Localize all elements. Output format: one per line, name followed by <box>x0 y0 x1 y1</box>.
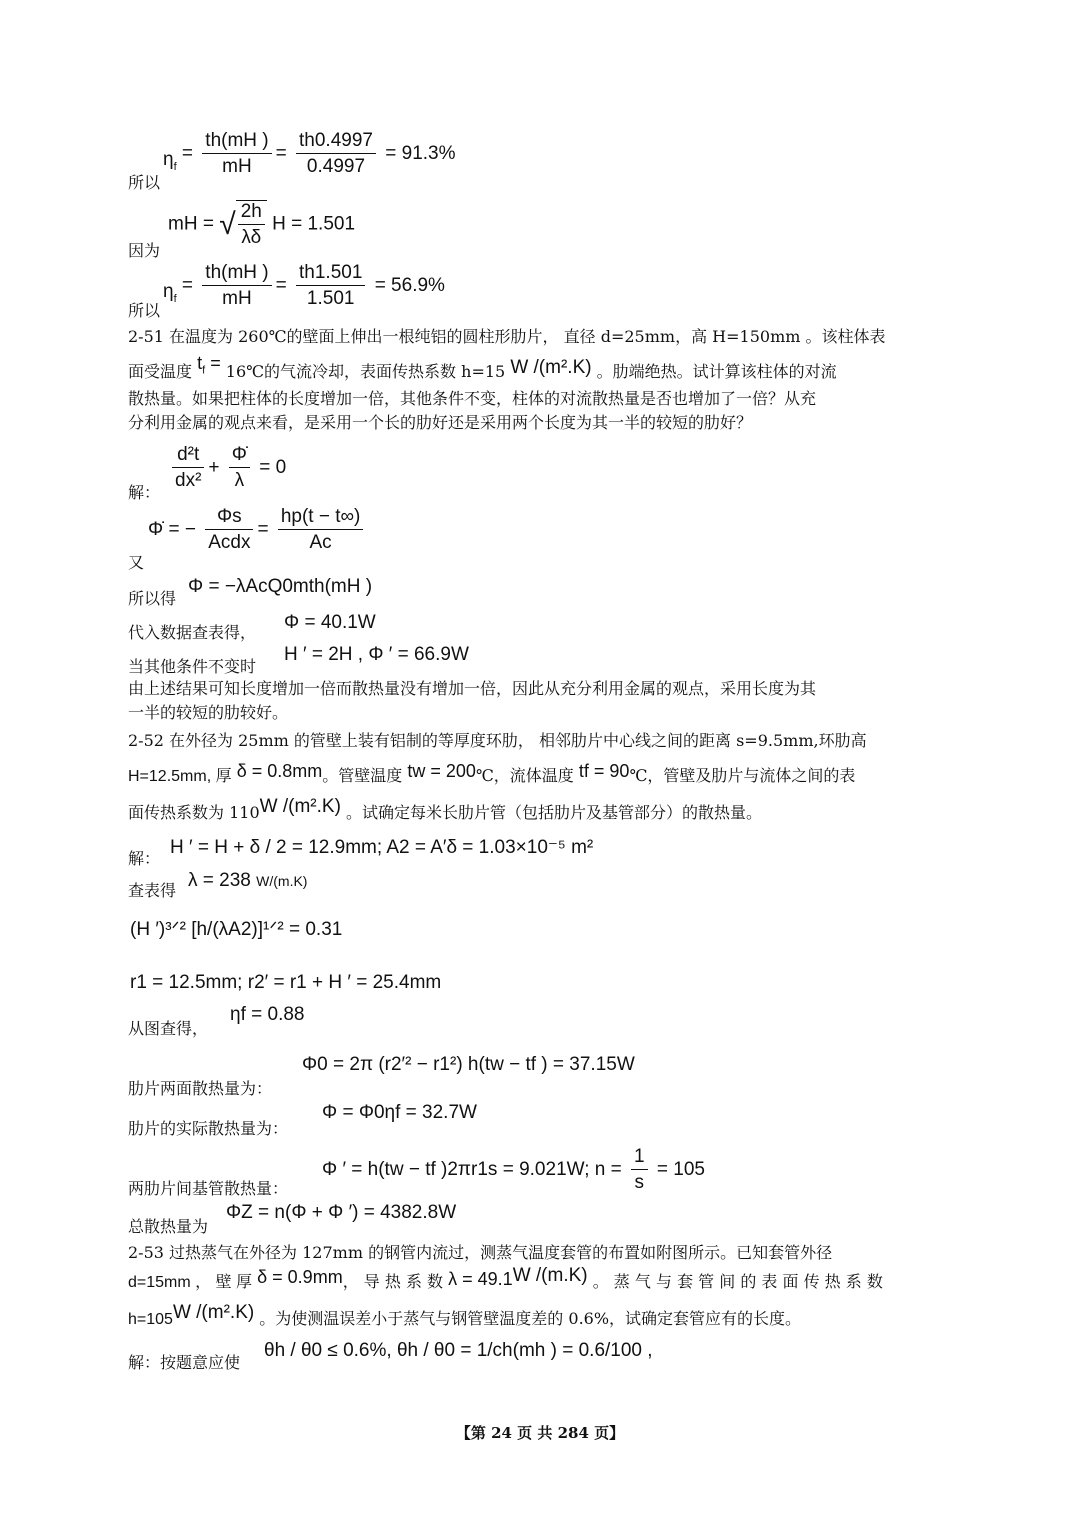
label-dang: 当其他条件不变时 <box>128 657 257 676</box>
label-jie-251: 解： <box>128 483 161 502</box>
eq-corrected-height: H ′ = H + δ / 2 = 12.9mm; A2 = A′δ = 1.03×10⁻⁵ m² <box>170 837 594 858</box>
eq-abscissa: (H ′)³ᐟ² [h/(λA2)]¹ᐟ² = 0.31 <box>130 919 343 940</box>
label-zong: 总散热量为 <box>128 1217 209 1236</box>
label-yinwei: 因为 <box>128 241 161 260</box>
eq-eta-value: ηf = 0.88 <box>230 1004 305 1025</box>
label-liangmian: 肋片两面散热量为： <box>128 1079 273 1098</box>
eq-efficiency-1: $\eta_f$ = $\frac{th(mH )}{mH}$ = $\frac{th0.4997}{0.4997}$ = 91.3% <box>163 130 456 177</box>
label-suoyi-2: 所以 <box>128 301 161 320</box>
problem-251-line1: 2-51 在温度为 260℃的壁面上伸出一根纯铝的圆柱形肋片， 直径 d=25mm，高 H=150mm 。该柱体表 <box>128 327 886 346</box>
label-jiguan: 两肋片间基管散热量： <box>128 1179 289 1198</box>
eq-phi0: Φ0 = 2π (r2′² − r1²) h(tw − tf ) = 37.15W <box>302 1054 635 1075</box>
eq-radii: r1 = 12.5mm; r2′ = r1 + H ′ = 25.4mm <box>130 972 442 993</box>
label-suoyide: 所以得 <box>128 589 177 608</box>
eq-efficiency-2: $\eta_f$ = $\frac{th(mH )}{mH}$ = $\frac{th1.501}{1.501}$ = 56.9% <box>163 262 445 309</box>
label-jie-252: 解： <box>128 849 161 868</box>
eq-error-condition: θh / θ0 ≤ 0.6%, θh / θ0 = 1/ch(mh ) = 0.6/100 , <box>264 1340 653 1361</box>
eq-phi-source: Φ̇ = − $\frac{\Phi s}{\text{Acdx}}$ = $\frac{hp(t - t\infty)}{Ac}$ <box>148 506 367 554</box>
problem-252-line3: 面传热系数为 110W /(m².K) 。试确定每米长肋片管（包括肋片及基管部分）的散热量。 <box>128 796 763 822</box>
eq-phi-actual: Φ = Φ0ηf = 32.7W <box>322 1102 477 1123</box>
problem-253-line1: 2-53 过热蒸气在外径为 127mm 的钢管内流过，测蒸气温度套管的布置如附图所示。已知套管外径 <box>128 1243 833 1262</box>
problem-251-line4: 分利用金属的观点来看，是采用一个长的肋好还是采用两个长度为其一半的较短的肋好？ <box>128 413 753 432</box>
eq-mH: mH = √ $\frac{2h}{\lambda\delta}$ H = 1.501 <box>168 201 356 248</box>
label-dairu: 代入数据查表得， <box>128 623 257 642</box>
eq-fin-diffeq: $\frac{\text{d²t}}{\text{dx²}}$ + $\frac{\Phi̇}{\lambda}$ = 0 <box>168 444 286 492</box>
label-jie-253: 解：按题意应使 <box>128 1353 241 1372</box>
problem-251-conclusion-1: 由上述结果可知长度增加一倍而散热量没有增加一倍，因此从充分利用金属的观点，采用长度为其 <box>128 679 817 698</box>
problem-251-conclusion-2: 一半的较短的肋较好。 <box>128 703 289 722</box>
label-you: 又 <box>128 553 145 572</box>
problem-252-line2: H=12.5mm, 厚 δ = 0.8mm。管壁温度 tw = 200℃，流体温度 tf = 90℃，管壁及肋片与流体之间的表 <box>128 761 856 785</box>
problem-251-line2: 面受温度 $t_f$ = 16℃的气流冷却，表面传热系数 h=15 W /(m².K) 。肋端绝热。试计算该柱体的对流 <box>128 353 837 381</box>
problem-253-line2: d=15mm ， 壁 厚 δ = 0.9mm， 导 热 系 数 λ = 49.1W /(m.K) 。 蒸 气 与 套 管 间 的 表 面 传 热 系 数 <box>128 1265 883 1291</box>
eq-phi-double: H ′ = 2H , Φ ′ = 66.9W <box>284 644 469 665</box>
eq-phi-value: Φ = 40.1W <box>284 612 376 633</box>
problem-251-line3: 散热量。如果把柱体的长度增加一倍，其他条件不变，柱体的对流散热量是否也增加了一倍？从充 <box>128 389 817 408</box>
label-congtu: 从图查得， <box>128 1019 209 1038</box>
label-shiji: 肋片的实际散热量为： <box>128 1119 289 1138</box>
problem-253-line3: h=105W /(m².K) 。为使测温误差小于蒸气与钢管壁温度差的 0.6%，试确定套管应有的长度。 <box>128 1302 802 1328</box>
eq-base-tube: Φ ′ = h(tw − tf )2πr1s = 9.021W; n = $\frac{1}{s}$ = 105 <box>322 1146 705 1193</box>
page-footer: 【第 24 页 共 284 页】 <box>455 1424 625 1442</box>
label-chabiao: 查表得 <box>128 881 177 900</box>
problem-252-line1: 2-52 在外径为 25mm 的管壁上装有铝制的等厚度环肋， 相邻肋片中心线之间的距离 s=9.5mm,环肋高 <box>128 731 867 750</box>
label-suoyi-1: 所以 <box>128 173 161 192</box>
eq-phi-result: Φ = −λAcQ0mth(mH ) <box>188 576 373 597</box>
eq-total-heat: ΦZ = n(Φ + Φ ′) = 4382.8W <box>226 1202 457 1223</box>
eq-lambda: λ = 238 W/(m.K) <box>188 870 308 891</box>
